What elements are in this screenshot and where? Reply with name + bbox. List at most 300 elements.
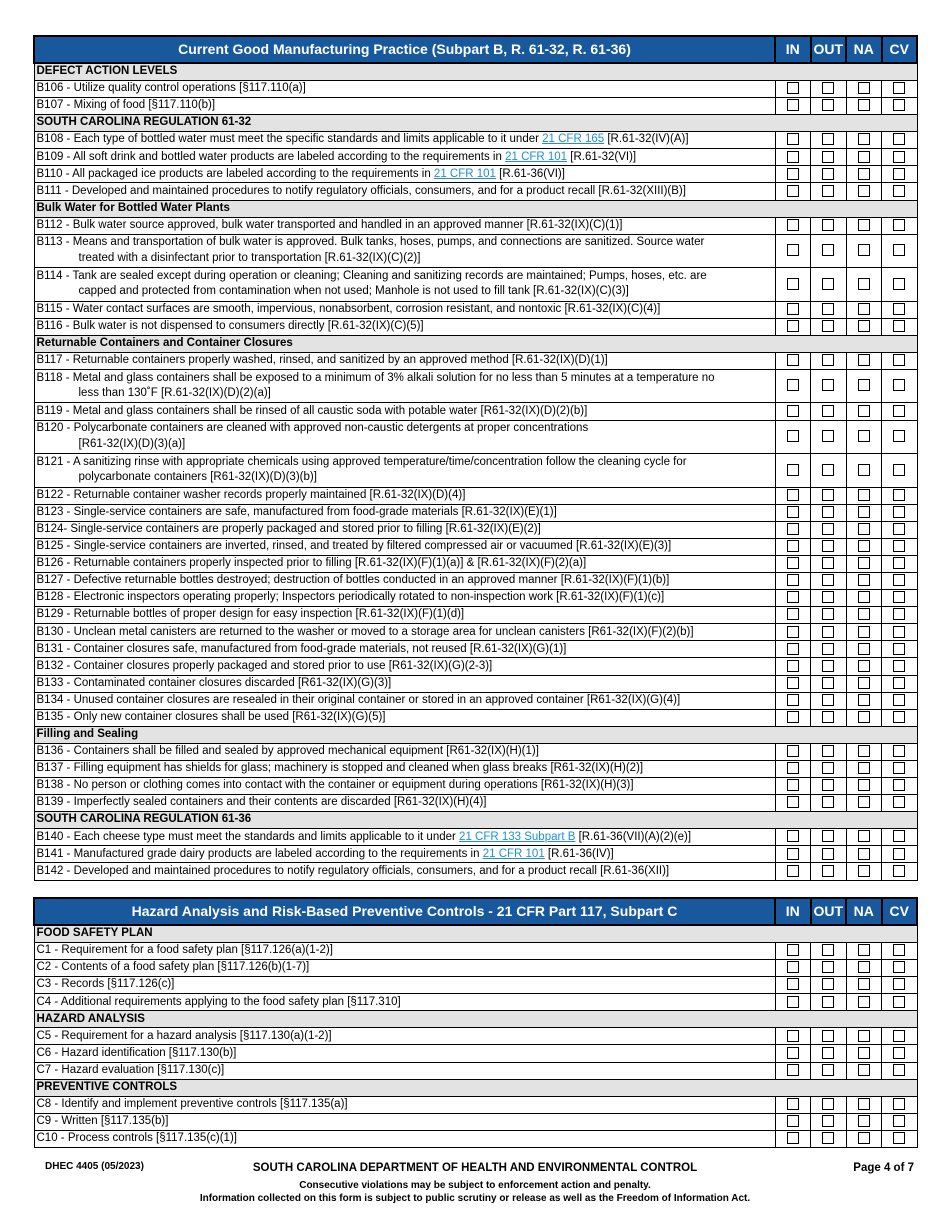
- page-number: Page 4 of 7: [853, 1162, 914, 1174]
- cv-checkbox[interactable]: [893, 506, 905, 518]
- in-checkbox[interactable]: [787, 677, 799, 689]
- cv-checkbox[interactable]: [893, 168, 905, 180]
- out-checkbox[interactable]: [822, 1030, 834, 1042]
- na-checkbox[interactable]: [858, 405, 870, 417]
- cell-in: [775, 658, 811, 675]
- na-checkbox[interactable]: [858, 694, 870, 706]
- cell-in: [775, 829, 811, 846]
- cell-na: [846, 1062, 882, 1079]
- cv-checkbox[interactable]: [893, 379, 905, 391]
- item-text-continued: [R61-32(IX)(D)(3)(a)]: [78, 437, 186, 450]
- cv-checkbox[interactable]: [893, 430, 905, 442]
- cv-checkbox[interactable]: [893, 830, 905, 842]
- cell-na: [846, 301, 882, 318]
- checklist-row: [34, 521, 917, 538]
- cv-checkbox[interactable]: [893, 219, 905, 231]
- out-checkbox[interactable]: [822, 99, 834, 111]
- na-checkbox[interactable]: [858, 168, 870, 180]
- checklist-row: [34, 318, 917, 335]
- out-checkbox[interactable]: [822, 996, 834, 1008]
- cell-na: [846, 1096, 882, 1113]
- cv-checkbox[interactable]: [893, 779, 905, 791]
- item-text: [R.61-36(IV)]: [544, 847, 614, 860]
- checklist-row: [34, 977, 917, 994]
- item-description: B106 - Utilize quality control operations [§117.110(a)]: [34, 81, 775, 98]
- out-checkbox[interactable]: [822, 762, 834, 774]
- out-checkbox[interactable]: [822, 430, 834, 442]
- in-checkbox[interactable]: [787, 626, 799, 638]
- cv-checkbox[interactable]: [893, 1132, 905, 1144]
- in-checkbox[interactable]: [787, 1132, 799, 1144]
- na-checkbox[interactable]: [858, 489, 870, 501]
- out-checkbox[interactable]: [822, 626, 834, 638]
- cfr-link[interactable]: 21 CFR 101: [505, 150, 568, 163]
- cell-cv: [882, 234, 918, 268]
- in-checkbox[interactable]: [787, 354, 799, 366]
- na-checkbox[interactable]: [858, 133, 870, 145]
- cv-checkbox[interactable]: [893, 354, 905, 366]
- cell-in: [775, 301, 811, 318]
- cv-checkbox[interactable]: [893, 848, 905, 860]
- cell-in: [775, 98, 811, 115]
- out-checkbox[interactable]: [822, 643, 834, 655]
- in-checkbox[interactable]: [787, 978, 799, 990]
- cfr-link[interactable]: 21 CFR 165: [542, 133, 605, 146]
- cell-cv: [882, 555, 918, 572]
- in-checkbox[interactable]: [787, 168, 799, 180]
- out-checkbox[interactable]: [822, 82, 834, 94]
- na-checkbox[interactable]: [858, 185, 870, 197]
- cv-checkbox[interactable]: [893, 1047, 905, 1059]
- cell-out: [811, 1113, 847, 1130]
- in-checkbox[interactable]: [787, 506, 799, 518]
- cell-na: [846, 555, 882, 572]
- out-checkbox[interactable]: [822, 745, 834, 757]
- in-checkbox[interactable]: [787, 523, 799, 535]
- cell-na: [846, 403, 882, 420]
- item-description: C8 - Identify and implement preventive controls [§117.135(a)]: [34, 1096, 775, 1113]
- out-checkbox[interactable]: [822, 1098, 834, 1110]
- cv-checkbox[interactable]: [893, 540, 905, 552]
- cv-checkbox[interactable]: [893, 278, 905, 290]
- cell-na: [846, 1113, 882, 1130]
- na-checkbox[interactable]: [858, 464, 870, 476]
- cv-checkbox[interactable]: [893, 464, 905, 476]
- in-checkbox[interactable]: [787, 557, 799, 569]
- na-checkbox[interactable]: [858, 745, 870, 757]
- in-checkbox[interactable]: [787, 961, 799, 973]
- cv-checkbox[interactable]: [893, 608, 905, 620]
- na-checkbox[interactable]: [858, 303, 870, 315]
- in-checkbox[interactable]: [787, 99, 799, 111]
- cell-out: [811, 217, 847, 234]
- na-checkbox[interactable]: [858, 379, 870, 391]
- na-checkbox[interactable]: [858, 660, 870, 672]
- out-checkbox[interactable]: [822, 830, 834, 842]
- out-checkbox[interactable]: [822, 694, 834, 706]
- cell-out: [811, 846, 847, 863]
- out-checkbox[interactable]: [822, 1047, 834, 1059]
- in-checkbox[interactable]: [787, 711, 799, 723]
- item-text-continued: treated with a disinfectant prior to transportation [R.61-32(IX)(C)(2)]: [78, 251, 421, 264]
- in-checkbox[interactable]: [787, 185, 799, 197]
- out-checkbox[interactable]: [822, 865, 834, 877]
- item-text: B120 - Polycarbonate containers are cleaned with approved non-caustic detergents at proper concentrations: [36, 422, 589, 435]
- in-checkbox[interactable]: [787, 151, 799, 163]
- item-description: B142 - Developed and maintained procedures to notify regulatory officials, consumers, and for a product recall [R.61-36(XII)]: [34, 863, 775, 880]
- in-checkbox[interactable]: [787, 745, 799, 757]
- cell-in: [775, 487, 811, 504]
- na-checkbox[interactable]: [858, 779, 870, 791]
- in-checkbox[interactable]: [787, 82, 799, 94]
- out-checkbox[interactable]: [822, 574, 834, 586]
- na-checkbox[interactable]: [858, 523, 870, 535]
- cell-out: [811, 98, 847, 115]
- cv-checkbox[interactable]: [893, 865, 905, 877]
- cfr-link[interactable]: 21 CFR 101: [482, 847, 545, 860]
- cv-checkbox[interactable]: [893, 405, 905, 417]
- cell-in: [775, 943, 811, 960]
- column-header-cv: CV: [882, 898, 918, 925]
- cv-checkbox[interactable]: [893, 574, 905, 586]
- out-checkbox[interactable]: [822, 185, 834, 197]
- item-description: [34, 234, 775, 268]
- cv-checkbox[interactable]: [893, 591, 905, 603]
- item-description: B128 - Electronic inspectors operating properly; Inspectors periodically rotated to non-inspection work [R.61-32(IX)(F)(1)(c)]: [34, 590, 775, 607]
- checklist-row: [34, 1130, 917, 1147]
- cell-na: [846, 234, 882, 268]
- in-checkbox[interactable]: [787, 219, 799, 231]
- item-description: [34, 166, 775, 183]
- cv-checkbox[interactable]: [893, 978, 905, 990]
- cv-checkbox[interactable]: [893, 99, 905, 111]
- checklist-row: [34, 641, 917, 658]
- na-checkbox[interactable]: [858, 278, 870, 290]
- na-checkbox[interactable]: [858, 1132, 870, 1144]
- cell-na: [846, 863, 882, 880]
- item-text: B141 - Manufactured grade dairy products are labeled according to the requirements in: [36, 847, 483, 860]
- cv-checkbox[interactable]: [893, 489, 905, 501]
- na-checkbox[interactable]: [858, 1115, 870, 1127]
- out-checkbox[interactable]: [822, 848, 834, 860]
- in-checkbox[interactable]: [787, 464, 799, 476]
- in-checkbox[interactable]: [787, 591, 799, 603]
- out-checkbox[interactable]: [822, 506, 834, 518]
- cv-checkbox[interactable]: [893, 82, 905, 94]
- cv-checkbox[interactable]: [893, 1064, 905, 1076]
- cv-checkbox[interactable]: [893, 643, 905, 655]
- na-checkbox[interactable]: [858, 626, 870, 638]
- cell-na: [846, 624, 882, 641]
- out-checkbox[interactable]: [822, 961, 834, 973]
- item-description: B134 - Unused container closures are resealed in their original container or stored in an approved container [R61-32(IX)(G)(4)]: [34, 692, 775, 709]
- na-checkbox[interactable]: [858, 848, 870, 860]
- na-checkbox[interactable]: [858, 608, 870, 620]
- na-checkbox[interactable]: [858, 961, 870, 973]
- in-checkbox[interactable]: [787, 1064, 799, 1076]
- na-checkbox[interactable]: [858, 151, 870, 163]
- na-checkbox[interactable]: [858, 830, 870, 842]
- cv-checkbox[interactable]: [893, 660, 905, 672]
- out-checkbox[interactable]: [822, 677, 834, 689]
- in-checkbox[interactable]: [787, 430, 799, 442]
- out-checkbox[interactable]: [822, 557, 834, 569]
- section-title-row: [34, 36, 917, 63]
- cv-checkbox[interactable]: [893, 961, 905, 973]
- out-checkbox[interactable]: [822, 168, 834, 180]
- cv-checkbox[interactable]: [893, 1030, 905, 1042]
- na-checkbox[interactable]: [858, 320, 870, 332]
- checklist-row: [34, 795, 917, 812]
- na-checkbox[interactable]: [858, 99, 870, 111]
- na-checkbox[interactable]: [858, 430, 870, 442]
- checklist-row: [34, 420, 917, 454]
- cell-out: [811, 607, 847, 624]
- cv-checkbox[interactable]: [893, 762, 905, 774]
- enforcement-notice: Consecutive violations may be subject to enforcement action and penalty.: [299, 1180, 651, 1191]
- checklist-row: [34, 183, 917, 200]
- out-checkbox[interactable]: [822, 244, 834, 256]
- cv-checkbox[interactable]: [893, 303, 905, 315]
- cv-checkbox[interactable]: [893, 796, 905, 808]
- cell-cv: [882, 166, 918, 183]
- checklist-row: [34, 658, 917, 675]
- in-checkbox[interactable]: [787, 694, 799, 706]
- in-checkbox[interactable]: [787, 762, 799, 774]
- out-checkbox[interactable]: [822, 1115, 834, 1127]
- out-checkbox[interactable]: [822, 354, 834, 366]
- cell-cv: [882, 795, 918, 812]
- in-checkbox[interactable]: [787, 540, 799, 552]
- cell-out: [811, 301, 847, 318]
- cell-out: [811, 977, 847, 994]
- cell-in: [775, 960, 811, 977]
- item-text: B114 - Tank are sealed except during operation or cleaning; Cleaning and sanitizing records are maintained; Pumps, hoses, etc. are: [36, 269, 707, 282]
- item-description: B139 - Imperfectly sealed containers and their contents are discarded [R61-32(IX)(H)(4)]: [34, 795, 775, 812]
- item-description: B136 - Containers shall be filled and sealed by approved mechanical equipment [R61-32(IX)(H)(1)]: [34, 743, 775, 760]
- cfr-link[interactable]: 21 CFR 133 Subpart B: [459, 830, 576, 843]
- cell-in: [775, 521, 811, 538]
- checklist-row: [34, 1096, 917, 1113]
- cv-checkbox[interactable]: [893, 1098, 905, 1110]
- cv-checkbox[interactable]: [893, 996, 905, 1008]
- checklist-row: [34, 994, 917, 1011]
- cell-na: [846, 268, 882, 302]
- out-checkbox[interactable]: [822, 944, 834, 956]
- in-checkbox[interactable]: [787, 1030, 799, 1042]
- cv-checkbox[interactable]: [893, 1115, 905, 1127]
- out-checkbox[interactable]: [822, 660, 834, 672]
- out-checkbox[interactable]: [822, 591, 834, 603]
- in-checkbox[interactable]: [787, 303, 799, 315]
- in-checkbox[interactable]: [787, 379, 799, 391]
- checklist-row: [34, 692, 917, 709]
- na-checkbox[interactable]: [858, 557, 870, 569]
- out-checkbox[interactable]: [822, 1064, 834, 1076]
- na-checkbox[interactable]: [858, 219, 870, 231]
- item-description: [34, 420, 775, 454]
- na-checkbox[interactable]: [858, 540, 870, 552]
- na-checkbox[interactable]: [858, 944, 870, 956]
- cfr-link[interactable]: 21 CFR 101: [433, 167, 496, 180]
- cv-checkbox[interactable]: [893, 626, 905, 638]
- cell-cv: [882, 1045, 918, 1062]
- cell-cv: [882, 760, 918, 777]
- in-checkbox[interactable]: [787, 1098, 799, 1110]
- out-checkbox[interactable]: [822, 608, 834, 620]
- item-description: B133 - Contaminated container closures discarded [R61-32(IX)(G)(3)]: [34, 675, 775, 692]
- item-description: B111 - Developed and maintained procedures to notify regulatory officials, consumers, and for a product recall [R.61-32(XIII)(B)]: [34, 183, 775, 200]
- cv-checkbox[interactable]: [893, 523, 905, 535]
- item-description: B132 - Container closures properly packaged and stored prior to use [R61-32(IX)(G)(2-3)]: [34, 658, 775, 675]
- cell-out: [811, 960, 847, 977]
- item-description: B135 - Only new container closures shall be used [R61-32(IX)(G)(5)]: [34, 709, 775, 726]
- cv-checkbox[interactable]: [893, 557, 905, 569]
- na-checkbox[interactable]: [858, 1064, 870, 1076]
- cell-in: [775, 1062, 811, 1079]
- cell-cv: [882, 217, 918, 234]
- out-checkbox[interactable]: [822, 540, 834, 552]
- na-checkbox[interactable]: [858, 574, 870, 586]
- in-checkbox[interactable]: [787, 643, 799, 655]
- cell-cv: [882, 743, 918, 760]
- out-checkbox[interactable]: [822, 151, 834, 163]
- out-checkbox[interactable]: [822, 379, 834, 391]
- checklist-row: [34, 132, 917, 149]
- cell-out: [811, 132, 847, 149]
- in-checkbox[interactable]: [787, 320, 799, 332]
- in-checkbox[interactable]: [787, 996, 799, 1008]
- in-checkbox[interactable]: [787, 278, 799, 290]
- na-checkbox[interactable]: [858, 677, 870, 689]
- in-checkbox[interactable]: [787, 405, 799, 417]
- item-text-continued: polycarbonate containers [R61-32(IX)(D)(3)(b)]: [78, 471, 317, 484]
- agency-name: SOUTH CAROLINA DEPARTMENT OF HEALTH AND ENVIRONMENTAL CONTROL: [252, 1162, 698, 1174]
- in-checkbox[interactable]: [787, 779, 799, 791]
- cv-checkbox[interactable]: [893, 694, 905, 706]
- out-checkbox[interactable]: [822, 320, 834, 332]
- out-checkbox[interactable]: [822, 303, 834, 315]
- na-checkbox[interactable]: [858, 1098, 870, 1110]
- cv-checkbox[interactable]: [893, 133, 905, 145]
- cell-in: [775, 760, 811, 777]
- in-checkbox[interactable]: [787, 848, 799, 860]
- item-description: B125 - Single-service containers are inverted, rinsed, and treated by filtered compressed air or vacuumed [R.61-32(IX)(E)(3)]: [34, 538, 775, 555]
- out-checkbox[interactable]: [822, 219, 834, 231]
- na-checkbox[interactable]: [858, 978, 870, 990]
- out-checkbox[interactable]: [822, 1132, 834, 1144]
- out-checkbox[interactable]: [822, 711, 834, 723]
- cell-out: [811, 234, 847, 268]
- cell-out: [811, 743, 847, 760]
- in-checkbox[interactable]: [787, 133, 799, 145]
- in-checkbox[interactable]: [787, 1115, 799, 1127]
- na-checkbox[interactable]: [858, 591, 870, 603]
- column-header-na: NA: [846, 898, 882, 925]
- in-checkbox[interactable]: [787, 660, 799, 672]
- cv-checkbox[interactable]: [893, 745, 905, 757]
- item-description: C10 - Process controls [§117.135(c)(1)]: [34, 1130, 775, 1147]
- na-checkbox[interactable]: [858, 711, 870, 723]
- na-checkbox[interactable]: [858, 1047, 870, 1059]
- cell-in: [775, 977, 811, 994]
- na-checkbox[interactable]: [858, 354, 870, 366]
- cell-cv: [882, 675, 918, 692]
- cell-na: [846, 318, 882, 335]
- na-checkbox[interactable]: [858, 762, 870, 774]
- in-checkbox[interactable]: [787, 1047, 799, 1059]
- out-checkbox[interactable]: [822, 978, 834, 990]
- checklist-row: [34, 301, 917, 318]
- subsection-heading: PREVENTIVE CONTROLS: [34, 1079, 917, 1096]
- cell-cv: [882, 778, 918, 795]
- checklist-row: [34, 352, 917, 369]
- na-checkbox[interactable]: [858, 796, 870, 808]
- checklist-row: [34, 369, 917, 403]
- item-description: [34, 369, 775, 403]
- out-checkbox[interactable]: [822, 779, 834, 791]
- out-checkbox[interactable]: [822, 405, 834, 417]
- in-checkbox[interactable]: [787, 608, 799, 620]
- out-checkbox[interactable]: [822, 278, 834, 290]
- cell-in: [775, 573, 811, 590]
- checklist-row: [34, 234, 917, 268]
- item-description: B115 - Water contact surfaces are smooth, impervious, nonabsorbent, corrosion resistant, and nontoxic [R.61-32(IX)(C)(4)]: [34, 301, 775, 318]
- cv-checkbox[interactable]: [893, 185, 905, 197]
- cell-cv: [882, 1096, 918, 1113]
- in-checkbox[interactable]: [787, 244, 799, 256]
- cell-in: [775, 863, 811, 880]
- item-text: B109 - All soft drink and bottled water products are labeled according to the requirements in: [36, 150, 506, 163]
- cv-checkbox[interactable]: [893, 944, 905, 956]
- na-checkbox[interactable]: [858, 506, 870, 518]
- na-checkbox[interactable]: [858, 996, 870, 1008]
- cv-checkbox[interactable]: [893, 320, 905, 332]
- in-checkbox[interactable]: [787, 830, 799, 842]
- na-checkbox[interactable]: [858, 1030, 870, 1042]
- cv-checkbox[interactable]: [893, 244, 905, 256]
- in-checkbox[interactable]: [787, 574, 799, 586]
- cell-out: [811, 1062, 847, 1079]
- in-checkbox[interactable]: [787, 865, 799, 877]
- out-checkbox[interactable]: [822, 523, 834, 535]
- out-checkbox[interactable]: [822, 489, 834, 501]
- cell-out: [811, 709, 847, 726]
- in-checkbox[interactable]: [787, 489, 799, 501]
- na-checkbox[interactable]: [858, 865, 870, 877]
- subsection-heading: Filling and Sealing: [34, 726, 917, 743]
- cell-cv: [882, 352, 918, 369]
- cell-out: [811, 1130, 847, 1147]
- na-checkbox[interactable]: [858, 82, 870, 94]
- in-checkbox[interactable]: [787, 796, 799, 808]
- na-checkbox[interactable]: [858, 643, 870, 655]
- out-checkbox[interactable]: [822, 796, 834, 808]
- cell-out: [811, 573, 847, 590]
- cv-checkbox[interactable]: [893, 677, 905, 689]
- checklist-row: [34, 166, 917, 183]
- cv-checkbox[interactable]: [893, 151, 905, 163]
- cell-na: [846, 675, 882, 692]
- cv-checkbox[interactable]: [893, 711, 905, 723]
- na-checkbox[interactable]: [858, 244, 870, 256]
- section-title: Hazard Analysis and Risk-Based Preventive Controls - 21 CFR Part 117, Subpart C: [34, 898, 775, 925]
- cell-cv: [882, 977, 918, 994]
- out-checkbox[interactable]: [822, 464, 834, 476]
- out-checkbox[interactable]: [822, 133, 834, 145]
- cell-in: [775, 1096, 811, 1113]
- in-checkbox[interactable]: [787, 944, 799, 956]
